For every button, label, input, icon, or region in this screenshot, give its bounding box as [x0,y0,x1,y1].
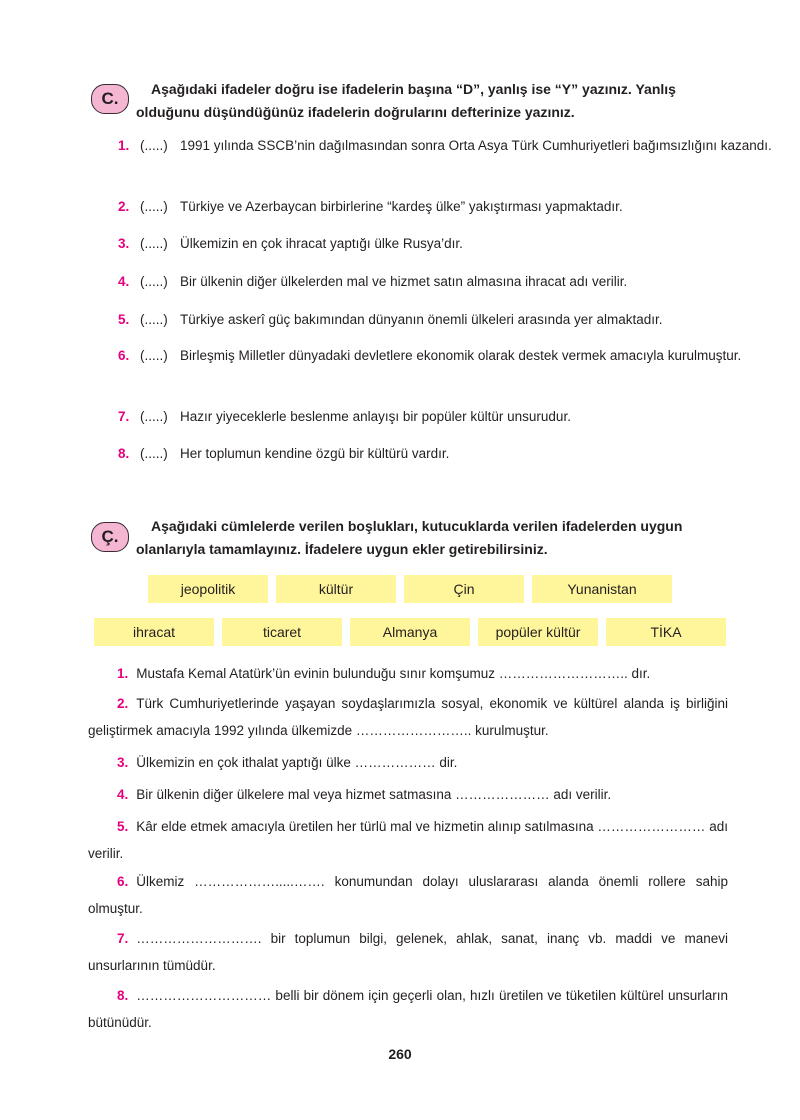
item-text: Kâr elde etmek amacıyla üretilen her türlü mal ve hizmetin alınıp satılmasına …………………… adı verilir. [88,819,728,861]
tf-item-7 [118,405,790,428]
word-box: Almanya [350,618,470,646]
section-cc-instruction: Aşağıdaki cümlelerde verilen boşlukları, kutucuklarda verilen ifadelerden uygun olanlarıyla tamamlayınız. İfadelere uygun ekler getirebilirsiniz. [136,518,683,557]
answer-blank: (.....) [140,199,168,214]
tf-item-2 [118,195,790,218]
item-number: 7. [118,409,130,424]
word-bank [94,575,726,647]
word-box: ihracat [94,618,214,646]
answer-blank: (.....) [140,348,168,363]
fill-item-5 [88,813,728,867]
answer-blank: (.....) [140,236,168,251]
answer-blank: (.....) [140,446,168,461]
item-number: 2. [118,199,130,214]
item-number: 8. [117,988,129,1003]
item-number: 5. [117,819,129,834]
item-number: 6. [118,348,130,363]
item-text: Türkiye ve Azerbaycan birbirlerine “kardeş ülke” yakıştırması yapmaktadır. [180,199,623,214]
fill-item-3 [88,749,728,776]
tf-item-1 [118,134,790,157]
item-text: Hazır yiyeceklerle beslenme anlayışı bir popüler kültür unsurudur. [180,409,571,424]
item-text: Ülkemizin en çok ihracat yaptığı ülke Rusya’dır. [180,236,463,251]
tf-item-3 [118,232,790,255]
fill-item-7 [88,925,728,979]
item-number: 1. [118,138,130,153]
tf-item-6 [118,344,790,367]
item-text: Ülkemiz ……………….....……. konumundan dolayı uluslararası alanda önemli rollere sahip olmuştur. [88,874,728,916]
word-box: Yunanistan [532,575,672,603]
answer-blank: (.....) [140,312,168,327]
answer-blank: (.....) [140,274,168,289]
item-number: 6. [117,874,129,889]
item-number: 2. [117,696,129,711]
item-number: 5. [118,312,130,327]
word-bank-row-1 [94,575,726,603]
item-text: Türkiye askerî güç bakımından dünyanın önemli ülkeleri arasında yer almaktadır. [180,312,663,327]
item-number: 8. [118,446,130,461]
tf-item-4 [118,270,790,293]
answer-blank: (.....) [140,409,168,424]
item-text: Birleşmiş Milletler dünyadaki devletlere ekonomik olarak destek vermek amacıyla kurulmuştur. [180,348,742,363]
section-c-badge: C. [91,84,129,114]
item-text: 1991 yılında SSCB’nin dağılmasından sonra Orta Asya Türk Cumhuriyetleri bağımsızlığını kazandı. [180,138,772,153]
item-text: Ülkemizin en çok ithalat yaptığı ülke ……………… dir. [136,755,458,770]
item-number: 1. [117,666,129,681]
tf-item-8 [118,442,790,465]
fill-item-2 [88,690,728,744]
fill-item-6 [88,868,728,922]
item-text: Bir ülkenin diğer ülkelerden mal ve hizmet satın almasına ihracat adı verilir. [180,274,628,289]
answer-blank: (.....) [140,138,168,153]
item-text: ………………………. bir toplumun bilgi, gelenek, ahlak, sanat, inanç vb. maddi ve manevi unsurlarının tümüdür. [88,931,728,973]
word-box: ticaret [222,618,342,646]
tf-item-5 [118,308,790,331]
word-box: Çin [404,575,524,603]
fill-item-8 [88,982,728,1036]
item-number: 4. [118,274,130,289]
item-number: 4. [117,787,129,802]
word-box: popüler kültür [478,618,598,646]
item-number: 3. [118,236,130,251]
item-text: Her toplumun kendine özgü bir kültürü vardır. [180,446,450,461]
word-box: kültür [276,575,396,603]
word-box: jeopolitik [148,575,268,603]
fill-item-1 [88,660,728,687]
item-text: ………………………… belli bir dönem için geçerli olan, hızlı üretilen ve tüketilen kültürel unsurların bütünüdür. [88,988,728,1030]
item-text: Mustafa Kemal Atatürk’ün evinin bulunduğu sınır komşumuz ……………………….. dır. [136,666,651,681]
section-c-instruction: Aşağıdaki ifadeler doğru ise ifadelerin başına “D”, yanlış ise “Y” yazınız. Yanlış olduğunu düşündüğünüz ifadelerin doğrularını defterinize yazınız. [136,81,676,120]
item-text: Türk Cumhuriyetlerinde yaşayan soydaşlarımızla sosyal, ekonomik ve kültürel alanda iş birliğini geliştirmek amacıyla 1992 yılında ülkemizde …………………….. kurulmuştur. [88,696,728,738]
item-text: Bir ülkenin diğer ülkelere mal veya hizmet satmasına ………………… adı verilir. [136,787,612,802]
word-bank-row-2 [94,618,726,646]
item-number: 7. [117,931,129,946]
fill-item-4 [88,781,728,808]
page-number: 260 [388,1046,412,1062]
section-cc-badge: Ç. [91,522,129,552]
word-box: TİKA [606,618,726,646]
item-number: 3. [117,755,129,770]
